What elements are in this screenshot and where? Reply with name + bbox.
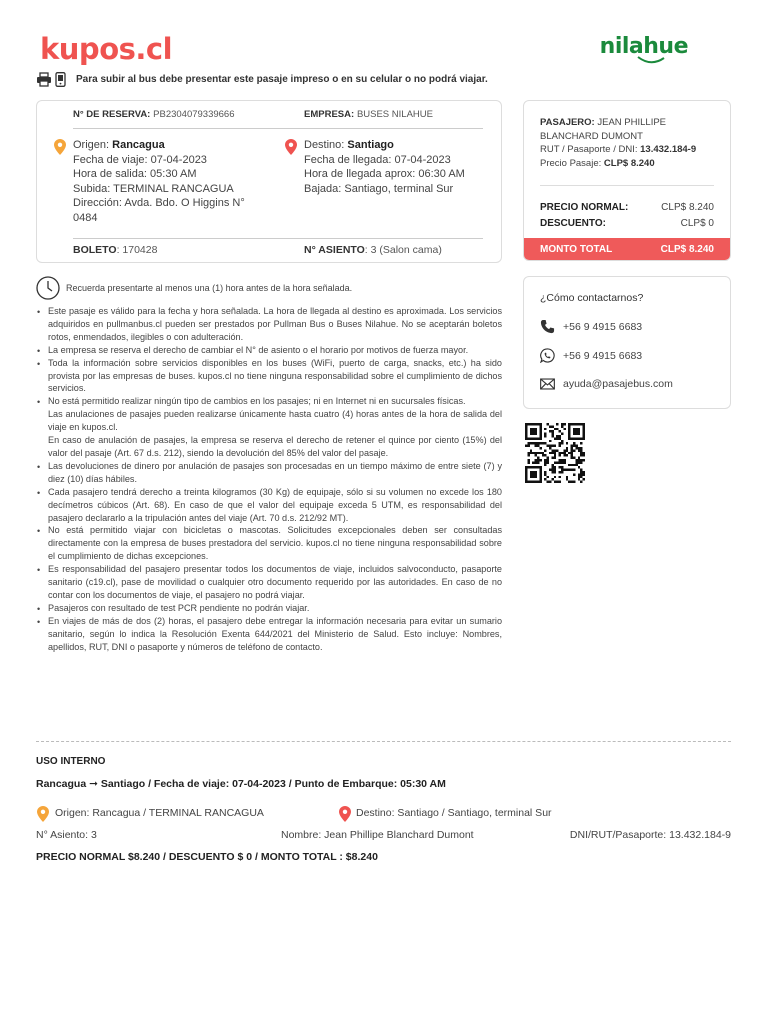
origen-value: Rancagua bbox=[112, 139, 165, 151]
rut-value: 13.432.184-9 bbox=[640, 144, 697, 155]
whatsapp-icon bbox=[540, 348, 555, 363]
rule-item: • No está permitido realizar ningún tipo de cambios en los pasajes; ni en Internet ni en sucursales físicas. bbox=[36, 395, 502, 408]
internal-title: USO INTERNO bbox=[36, 756, 106, 767]
pasajero-value-2: BLANCHARD DUMONT bbox=[540, 130, 643, 142]
notice-text: Para subir al bus debe presentar este pasaje impreso o en su celular o no podrá viajar. bbox=[76, 74, 488, 85]
precio-value: CLP$ 8.240 bbox=[603, 157, 655, 169]
printer-icon bbox=[36, 72, 52, 87]
kupos-logo bbox=[40, 32, 172, 66]
contact-phone[interactable] bbox=[540, 319, 642, 334]
subida: Subida: TERMINAL RANCAGUA bbox=[73, 182, 234, 195]
nilahue-logo bbox=[600, 34, 688, 59]
precio-normal-row bbox=[540, 202, 714, 213]
contact-title: ¿Cómo contactarnos? bbox=[540, 292, 644, 304]
hora-salida: Hora de salida: 05:30 AM bbox=[73, 168, 197, 180]
rule-item: • Las devoluciones de dinero por anulación de pasajes son procesadas en un tiempo máximo de entre siete (7) y diez (10) días hábiles. bbox=[36, 460, 502, 486]
descuento-value: CLP$ 0 bbox=[680, 218, 714, 229]
rule-item: • Toda la información sobre servicios disponibles en los buses (WiFi, puerto de carga, snacks, etc.) ha sido provista por las empresas de buses. kupos.cl no tiene ninguna responsabilidad sobre el cumplimiento de dichos servicios. bbox=[36, 357, 502, 396]
internal-route: Rancagua ➞ Santiago / Fecha de viaje: 07-04-2023 / Punto de Embarque: 05:30 AM bbox=[36, 778, 446, 790]
origin-pin-icon bbox=[54, 139, 66, 155]
asiento-row bbox=[304, 244, 442, 256]
precio-normal-value: CLP$ 8.240 bbox=[661, 202, 714, 213]
internal-asiento: N° Asiento: 3 bbox=[36, 829, 97, 841]
rule-item: En caso de anulación de pasajes, la empresa se reserva el derecho de retener el quince por ciento (15%) del valor del pasaje (Art. 67 d.s. 212), siendo la devolución del 85% del valor del pasaje. bbox=[48, 435, 502, 458]
monto-total-label: MONTO TOTAL bbox=[540, 243, 613, 255]
internal-origin-pin-icon bbox=[37, 806, 49, 822]
reserva-row bbox=[73, 109, 235, 120]
contact-whatsapp-text: +56 9 4915 6683 bbox=[563, 349, 643, 362]
ticket-card bbox=[36, 100, 502, 263]
destination-block bbox=[304, 138, 494, 196]
monto-total-value: CLP$ 8.240 bbox=[660, 243, 714, 255]
destination-pin-icon bbox=[285, 139, 297, 155]
direccion-line-2: 0484 bbox=[73, 211, 98, 224]
origen-label: Origen: bbox=[73, 139, 110, 151]
empresa-label: EMPRESA: bbox=[304, 109, 355, 120]
kupos-logo-text: kupos bbox=[40, 32, 136, 66]
rule-item: • Este pasaje es válido para la fecha y hora señalada. La hora de llegada al destino es aproximada. Los servicios adquiridos en pullmanbus.cl pueden ser prestados por Pullman Bus o Buses Nilahue. No se aceptarán boletos rotos, enmendados, ilegibles o con adulteración. bbox=[36, 305, 502, 344]
precio-normal-label: PRECIO NORMAL: bbox=[540, 202, 629, 213]
rule-item: Las anulaciones de pasajes pueden realizarse únicamente hasta cuatro (4) horas antes de la hora de salida del viaje en kupos.cl. bbox=[48, 409, 502, 433]
qr-code bbox=[523, 423, 587, 483]
rule-item: • En viajes de más de dos (2) horas, el pasajero debe entregar la información necesaria para evitar un sumario sanitario, según lo indica la Resolución Exenta 644/2021 del Ministerio de Salud. Esto incluye: Nombres, apellidos, RUT, DNI o pasaporte y números de teléfono de contacto. bbox=[36, 615, 502, 654]
reminder-text: Recuerda presentarte al menos una (1) hora antes de la hora señalada. bbox=[66, 283, 353, 293]
boarding-notice bbox=[36, 72, 488, 87]
boleto-row bbox=[73, 244, 157, 256]
fecha-llegada: Fecha de llegada: 07-04-2023 bbox=[304, 153, 451, 166]
destino-label: Destino: bbox=[304, 139, 345, 151]
internal-destino: Destino: Santiago / Santiago, terminal Sur bbox=[356, 807, 552, 819]
clock-icon bbox=[36, 276, 60, 300]
envelope-icon bbox=[540, 378, 555, 390]
boleto-label: BOLETO bbox=[73, 244, 117, 256]
passenger-info bbox=[540, 116, 720, 170]
contact-phone-text: +56 9 4915 6683 bbox=[563, 320, 643, 333]
hora-llegada: Hora de llegada aprox: 06:30 AM bbox=[304, 168, 465, 180]
bajada: Bajada: Santiago, terminal Sur bbox=[304, 182, 454, 195]
reserva-value: PB2304079339666 bbox=[153, 109, 235, 120]
phone-icon bbox=[540, 319, 555, 334]
rules-list bbox=[36, 305, 502, 653]
contact-card bbox=[523, 276, 731, 409]
internal-dni: DNI/RUT/Pasaporte: 13.432.184-9 bbox=[569, 829, 731, 841]
rut-label: RUT / Pasaporte / DNI: bbox=[540, 144, 638, 155]
internal-origen: Origen: Rancagua / TERMINAL RANCAGUA bbox=[55, 807, 264, 819]
descuento-row bbox=[540, 218, 714, 229]
reminder bbox=[36, 276, 352, 300]
nilahue-swoosh-icon bbox=[636, 55, 666, 65]
empresa-value: BUSES NILAHUE bbox=[356, 109, 433, 120]
internal-nombre: Nombre: Jean Phillipe Blanchard Dumont bbox=[281, 829, 474, 841]
rule-item: • No está permitido viajar con bicicletas o mascotas. Solicitudes excepcionales deben ser consultadas directamente con la empresa de buses prestadora del servicio. kupos.cl no tiene ninguna responsabilidad sobre el cumplimiento de dichas excepciones. bbox=[36, 524, 502, 563]
internal-destination-pin-icon bbox=[339, 806, 351, 822]
contact-whatsapp[interactable] bbox=[540, 348, 642, 363]
contact-email[interactable] bbox=[540, 378, 673, 390]
asiento-value: : 3 (Salon cama) bbox=[364, 244, 442, 256]
empresa-row bbox=[304, 109, 433, 120]
direccion-line-1: Dirección: Avda. Bdo. O Higgins N° bbox=[73, 197, 245, 209]
reserva-label: N° DE RESERVA: bbox=[73, 109, 151, 120]
passenger-card bbox=[523, 100, 731, 261]
internal-precios: PRECIO NORMAL $8.240 / DESCUENTO $ 0 / MONTO TOTAL : $8.240 bbox=[36, 851, 378, 863]
monto-total-bar bbox=[524, 238, 730, 260]
rule-item: • Es responsabilidad del pasajero presentar todos los documentos de viaje, incluidos salvoconducto, pasaporte sanitario (c19.cl), pase de movilidad o cualquier otro documento requerido por las autoridades. En caso de no contar con los documentos de viaje, el pasajero no podrá viajar. bbox=[36, 563, 502, 602]
fecha-viaje: Fecha de viaje: 07-04-2023 bbox=[73, 153, 207, 166]
mobile-phone-icon bbox=[55, 72, 66, 87]
contact-email-text: ayuda@pasajebus.com bbox=[563, 378, 673, 390]
kupos-logo-tld: .cl bbox=[135, 32, 173, 66]
pasajero-label: PASAJERO: bbox=[540, 117, 595, 128]
nilahue-logo-text: nilahue bbox=[599, 34, 688, 59]
rule-item: • La empresa se reserva el derecho de cambiar el N° de asiento o el horario por motivos de fuerza mayor. bbox=[36, 344, 502, 357]
rule-item: • Cada pasajero tendrá derecho a treinta kilogramos (30 Kg) de equipaje, sólo si su volumen no excede los 180 decímetros cúbicos (Art. 68). En caso de que el valor del equipaje exceda 5 UTM, es responsabilidad del pasajero declararlo a la tripulación antes del viaje (Art. 70 d.s. 212/92 MT). bbox=[36, 486, 502, 525]
precio-label: Precio Pasaje: bbox=[540, 157, 602, 169]
pasajero-value-1: JEAN PHILLIPE bbox=[597, 117, 667, 128]
asiento-label: N° ASIENTO bbox=[304, 244, 365, 256]
descuento-label: DESCUENTO: bbox=[540, 218, 606, 229]
rule-item: • Pasajeros con resultado de test PCR pendiente no podrán viajar. bbox=[36, 602, 502, 615]
origin-block bbox=[73, 138, 263, 225]
destino-value: Santiago bbox=[347, 139, 394, 151]
boleto-value: : 170428 bbox=[116, 244, 158, 256]
